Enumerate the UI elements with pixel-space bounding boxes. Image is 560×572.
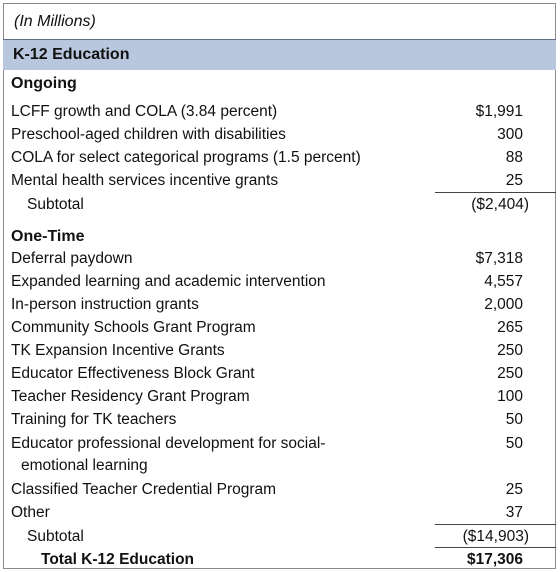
row-label: Training for TK teachers — [11, 411, 177, 428]
subtotal-label: Subtotal — [27, 196, 84, 213]
row-label: Expanded learning and academic intervention — [11, 273, 326, 290]
row-amount: 265 — [497, 319, 523, 336]
row-amount: 250 — [497, 342, 523, 359]
row-label: COLA for select categorical programs (1.5 percent) — [11, 149, 361, 166]
subtotal-rule — [435, 192, 556, 193]
row-label: Teacher Residency Grant Program — [11, 388, 250, 405]
row-label-continuation: emotional learning — [21, 457, 148, 474]
row-amount: $7,318 — [475, 250, 523, 267]
row-amount: $1,991 — [475, 103, 523, 120]
total-amount: $17,306 — [466, 551, 523, 568]
row-label: Deferral paydown — [11, 250, 133, 267]
units-note: (In Millions) — [3, 3, 556, 40]
subtotal-amount: ($14,903) — [462, 528, 529, 545]
row-label: Community Schools Grant Program — [11, 319, 256, 336]
row-amount: 88 — [505, 149, 523, 166]
row-label: Classified Teacher Credential Program — [11, 481, 277, 498]
row-amount: 2,000 — [484, 296, 523, 313]
section-header: K-12 Education — [3, 40, 556, 70]
total-label: Total K-12 Education — [41, 551, 195, 568]
row-label: TK Expansion Incentive Grants — [11, 342, 225, 359]
row-label: Preschool-aged children with disabilities — [11, 126, 286, 143]
row-label: Educator Effectiveness Block Grant — [11, 365, 255, 382]
row-amount: 37 — [505, 504, 523, 521]
one-time-title: One-Time — [11, 228, 85, 245]
subtotal-rule — [435, 524, 556, 525]
row-amount: 250 — [497, 365, 523, 382]
row-amount: 25 — [505, 172, 523, 189]
row-label: LCFF growth and COLA (3.84 percent) — [11, 103, 278, 120]
row-label: Educator professional development for social- — [11, 435, 326, 452]
row-label: Mental health services incentive grants — [11, 172, 279, 189]
total-rule — [435, 547, 556, 548]
row-amount: 300 — [497, 126, 523, 143]
ongoing-title: Ongoing — [11, 75, 77, 92]
row-amount: 4,557 — [484, 273, 523, 290]
row-amount: 25 — [505, 481, 523, 498]
subtotal-amount: ($2,404) — [471, 196, 529, 213]
row-amount: 100 — [497, 388, 523, 405]
row-amount: 50 — [505, 435, 523, 452]
row-label: Other — [11, 504, 50, 521]
row-amount: 50 — [505, 411, 523, 428]
row-label: In-person instruction grants — [11, 296, 199, 313]
subtotal-label: Subtotal — [27, 528, 84, 545]
